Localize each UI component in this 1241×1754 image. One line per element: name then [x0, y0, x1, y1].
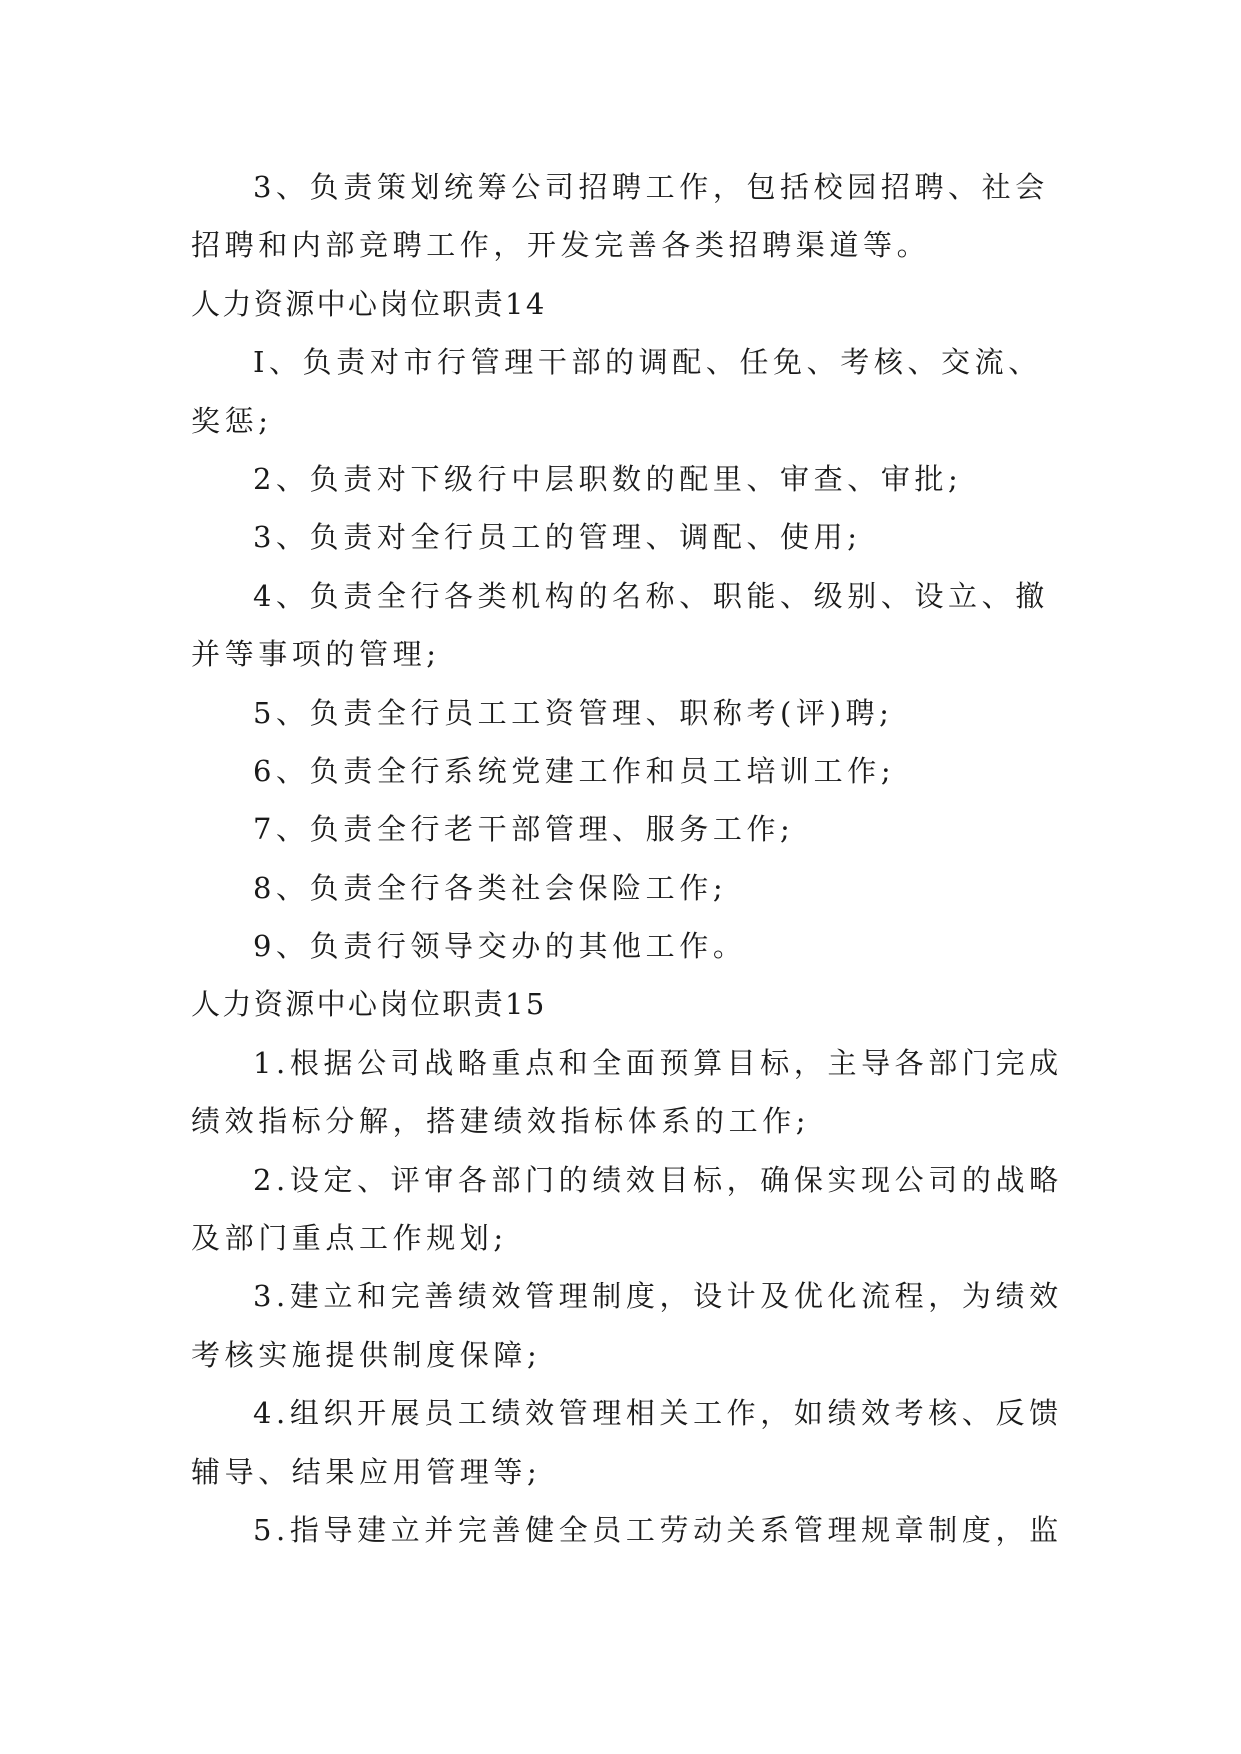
document-body — [191, 158, 1063, 1559]
paragraph-line: 3、负责对全行员工的管理、调配、使用; — [253, 520, 862, 555]
section-heading: 人力资源中心岗位职责14 — [191, 286, 547, 321]
paragraph-line: 招聘和内部竞聘工作，开发完善各类招聘渠道等。 — [191, 228, 931, 263]
paragraph-line: 奖惩; — [191, 403, 273, 438]
paragraph-line: 考核实施提供制度保障; — [191, 1337, 542, 1372]
paragraph-line: I、负责对市行管理干部的调配、任免、考核、交流、 — [253, 345, 1042, 380]
paragraph-line: 3.建立和完善绩效管理制度，设计及优化流程，为绩效 — [253, 1279, 1063, 1314]
paragraph-line: 5.指导建立并完善健全员工劳动关系管理规章制度，监 — [253, 1512, 1063, 1547]
paragraph-line: 3、负责策划统筹公司招聘工作，包括校园招聘、社会 — [253, 170, 1049, 204]
paragraph-line: 6、负责全行系统党建工作和员工培训工作; — [253, 753, 896, 788]
paragraph-line: 1.根据公司战略重点和全面预算目标，主导各部门完成 — [253, 1045, 1063, 1080]
paragraph-line: 9、负责行领导交办的其他工作。 — [253, 929, 747, 964]
section-heading: 人力资源中心岗位职责15 — [191, 987, 547, 1022]
paragraph-line: 8、负责全行各类社会保险工作; — [253, 870, 728, 905]
paragraph-line: 绩效指标分解，搭建绩效指标体系的工作; — [191, 1104, 811, 1139]
paragraph-line: 2、负责对下级行中层职数的配里、审查、审批; — [253, 461, 963, 496]
paragraph-line: 及部门重点工作规划; — [191, 1221, 508, 1256]
paragraph-line: 4.组织开展员工绩效管理相关工作，如绩效考核、反馈 — [253, 1396, 1063, 1431]
paragraph-line: 2.设定、评审各部门的绩效目标，确保实现公司的战略 — [253, 1162, 1063, 1197]
paragraph-line: 7、负责全行老干部管理、服务工作; — [253, 812, 795, 847]
paragraph-line: 4、负责全行各类机构的名称、职能、级别、设立、撤 — [253, 578, 1049, 613]
paragraph-line: 辅导、结果应用管理等; — [191, 1454, 542, 1489]
paragraph-line: 5、负责全行员工工资管理、职称考(评)聘; — [253, 695, 894, 730]
paragraph-line: 并等事项的管理; — [191, 637, 441, 672]
